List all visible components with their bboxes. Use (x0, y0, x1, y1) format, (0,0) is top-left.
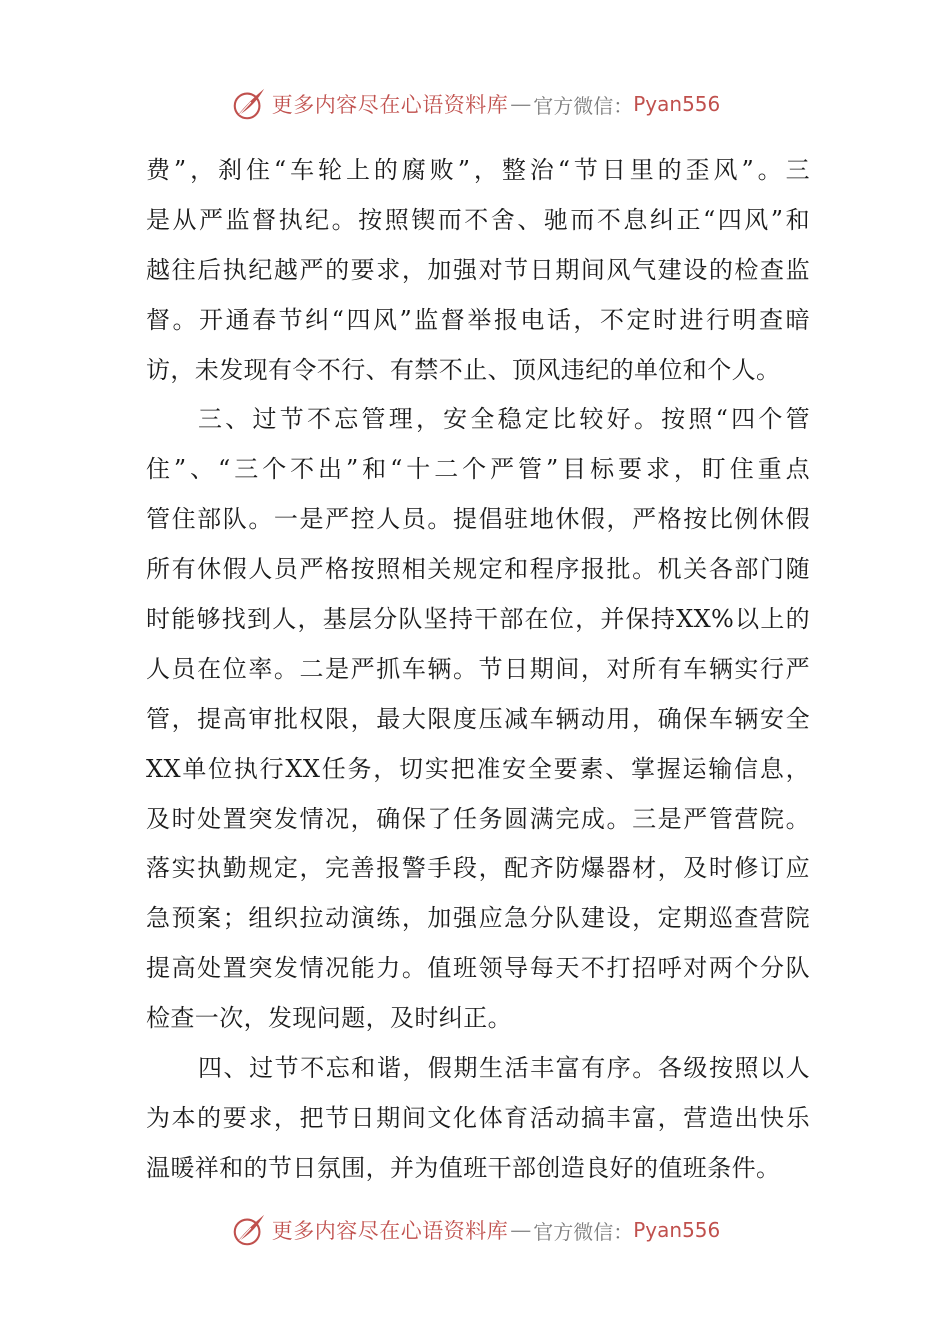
body-line: 所有休假人员严格按照相关规定和程序报批。机关各部门随 (146, 555, 810, 584)
body-line: 时能够找到人，基层分队坚持干部在位，并保持XX%以上的 (146, 605, 810, 634)
body-line: 检查一次，发现问题，及时纠正。 (146, 1004, 512, 1033)
body-line: 提高处置突发情况能力。值班领导每天不打招呼对两个分队 (146, 954, 810, 983)
body-line: 四、过节不忘和谐，假期生活丰富有序。各级按照以人 (198, 1054, 810, 1083)
banner-sub-text: 官方微信： (533, 93, 634, 118)
body-line: 温暖祥和的节日氛围，并为值班干部创造良好的值班条件。 (146, 1153, 781, 1182)
banner-main-text: 更多内容尽在心语资料库 (271, 1219, 509, 1243)
banner-dash: — (510, 92, 532, 116)
banner-dash: — (510, 1218, 532, 1242)
body-line: 费”，刹住“车轮上的腐败”，整治“节日里的歪风”。三 (146, 156, 810, 184)
quill-logo-icon (230, 85, 268, 123)
body-line: 督。开通春节纠“四风”监督举报电话，不定时进行明查暗 (146, 305, 810, 334)
footer-watermark-banner (0, 1208, 950, 1252)
quill-logo-icon (230, 1211, 268, 1249)
body-line: XX单位执行XX任务，切实把准安全要素、掌握运输信息， (146, 754, 810, 783)
body-line: 人员在位率。二是严抓车辆。节日期间，对所有车辆实行严 (146, 654, 810, 683)
body-line: 落实执勤规定，完善报警手段，配齐防爆器材，及时修订应 (146, 854, 810, 883)
body-line: 为本的要求，把节日期间文化体育活动搞丰富，营造出快乐 (146, 1103, 810, 1132)
banner-sub-text: 官方微信： (533, 1219, 634, 1244)
body-line: 访，未发现有令不行、有禁不止、顶风违纪的单位和个人。 (146, 355, 781, 384)
body-line: 是从严监督执纪。按照锲而不舍、驰而不息纠正“四风”和 (146, 205, 810, 234)
body-line: 管住部队。一是严控人员。提倡驻地休假，严格按比例休假 (146, 505, 810, 534)
body-line: 急预案；组织拉动演练，加强应急分队建设，定期巡查营院 (146, 904, 810, 933)
banner-wechat-id: Pyan556 (633, 1218, 721, 1242)
body-line: 越往后执纪越严的要求，加强对节日期间风气建设的检查监 (146, 255, 810, 284)
banner-wechat-id: Pyan556 (633, 92, 721, 116)
banner-main-text: 更多内容尽在心语资料库 (271, 93, 509, 117)
body-line: 住”、“三个不出”和“十二个严管”目标要求，盯住重点 (146, 455, 810, 484)
body-line: 管，提高审批权限，最大限度压减车辆动用，确保车辆安全 (146, 704, 810, 733)
body-line: 三、过节不忘管理，安全稳定比较好。按照“四个管 (198, 405, 810, 434)
header-watermark-banner (0, 82, 950, 126)
document-body (146, 146, 810, 1194)
body-line: 及时处置突发情况，确保了任务圆满完成。三是严管营院。 (146, 804, 810, 833)
